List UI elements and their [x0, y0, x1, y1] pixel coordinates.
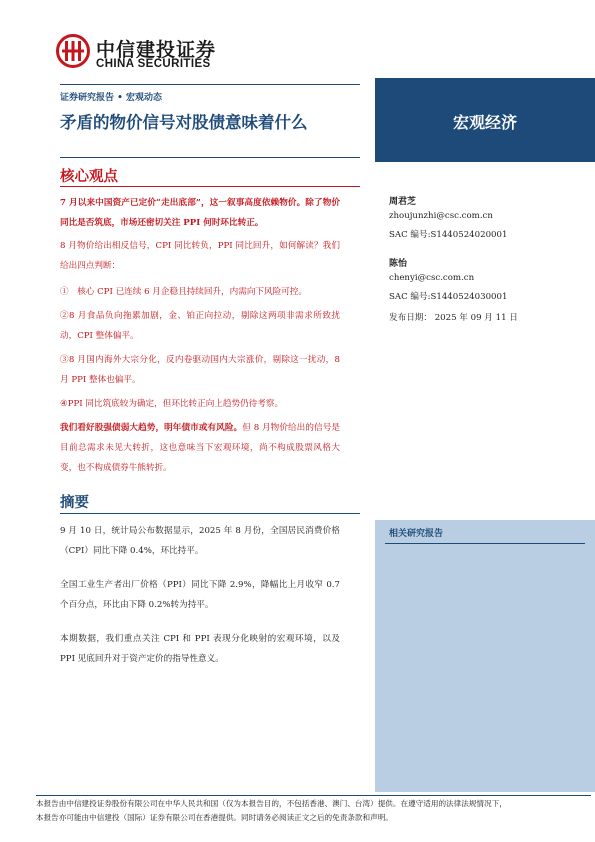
summary-paragraph: 本期数据，我们重点关注 CPI 和 PPI 表现分化映射的宏观环境，以及 PPI 见底回升对于资产定价的指导性意义。 [60, 634, 340, 664]
category-label: 宏观经济 [452, 113, 517, 132]
core-conclusion-paragraph [60, 418, 340, 478]
core-views-heading: 核心观点 [60, 169, 118, 185]
analyst-email[interactable]: chenyi@csc.com.cn [389, 273, 475, 283]
core-views-rule [60, 186, 360, 187]
publish-date: 发布日期： 2025 年 09 月 11 日 [389, 313, 518, 323]
core-lead-paragraph: 7 月以来中国资产已定价“走出底部”，这一叙事高度依赖物价。除了物价同比是否筑底，市场还密切关注 PPI 何时环比转正。 [60, 198, 340, 228]
core-conclusion-text: 但 8 月物价给出的信号是目前总需求未见大转折，这也意味当下宏观环境，尚不构成股票风格大变，也不构成债券牛熊转折。 [60, 423, 340, 473]
core-intro-paragraph: 8 月物价给出相反信号，CPI 同比转负，PPI 同比回升，如何解读？我们给出四点判断： [60, 241, 340, 271]
title-divider [60, 157, 360, 158]
summary-paragraph: 全国工业生产者出厂价格（PPI）同比下降 2.9%，降幅比上月收窄 0.7 个百分点，环比由下降 0.2%转为持平。 [60, 580, 340, 610]
logo-text-en: CHINA SECURITIES [96, 58, 211, 70]
analyst-name: 陈怡 [389, 259, 408, 269]
related-reports-heading: 相关研究报告 [389, 529, 444, 539]
logo-text-cn: 中信建投证券 [96, 39, 217, 61]
analyst-name: 周君芝 [389, 197, 417, 207]
header-divider [60, 84, 360, 85]
footer-divider [36, 795, 591, 796]
summary-paragraph: 9 月 10 日，统计局公布数据显示，2025 年 8 月份，全国居民消费价格（CPI）同比下降 0.4%，环比持平。 [60, 526, 340, 556]
report-type: 证券研究报告 • 宏观动态 [60, 93, 163, 103]
core-conclusion-bold: 我们看好股强债弱大趋势，明年债市或有风险。 [60, 423, 243, 433]
core-point: ②8 月食品负向拖累加剧，金、铂正向拉动，剔除这两项非需求所致扰动，CPI 整体偏平。 [60, 311, 340, 341]
company-logo-icon [56, 34, 90, 68]
core-point: ③8 月国内海外大宗分化，反内卷驱动国内大宗涨价，剔除这一扰动，8 月 PPI 整体也偏平。 [60, 355, 340, 385]
summary-rule [60, 513, 360, 514]
sidebar-related-panel [375, 520, 595, 792]
summary-heading: 摘要 [60, 495, 89, 511]
related-reports-rule [385, 543, 585, 544]
analyst-sac: SAC 编号:S1440524020001 [389, 230, 508, 240]
analyst-sac: SAC 编号:S1440524030001 [389, 292, 508, 302]
core-point: ④PPI 同比筑底较为确定，但环比转正向上趋势仍待考察。 [60, 399, 284, 409]
core-point: ① 核心 CPI 已连续 6 月企稳且持续回升，内需向下风险可控。 [60, 287, 307, 297]
footer-disclaimer-line: 本报告亦可能由中信建投（国际）证券有限公司在香港提供。同时请务必阅读正文之后的免责条款和声明。 [36, 813, 393, 822]
analyst-email[interactable]: zhoujunzhi@csc.com.cn [389, 211, 493, 221]
footer-disclaimer-line: 本报告由中信建投证券股份有限公司在中华人民共和国（仅为本报告目的，不包括香港、澳门、台湾）提供。在遵守适用的法律法规情况下， [36, 799, 507, 808]
page-title: 矛盾的物价信号对股债意味着什么 [60, 113, 308, 132]
